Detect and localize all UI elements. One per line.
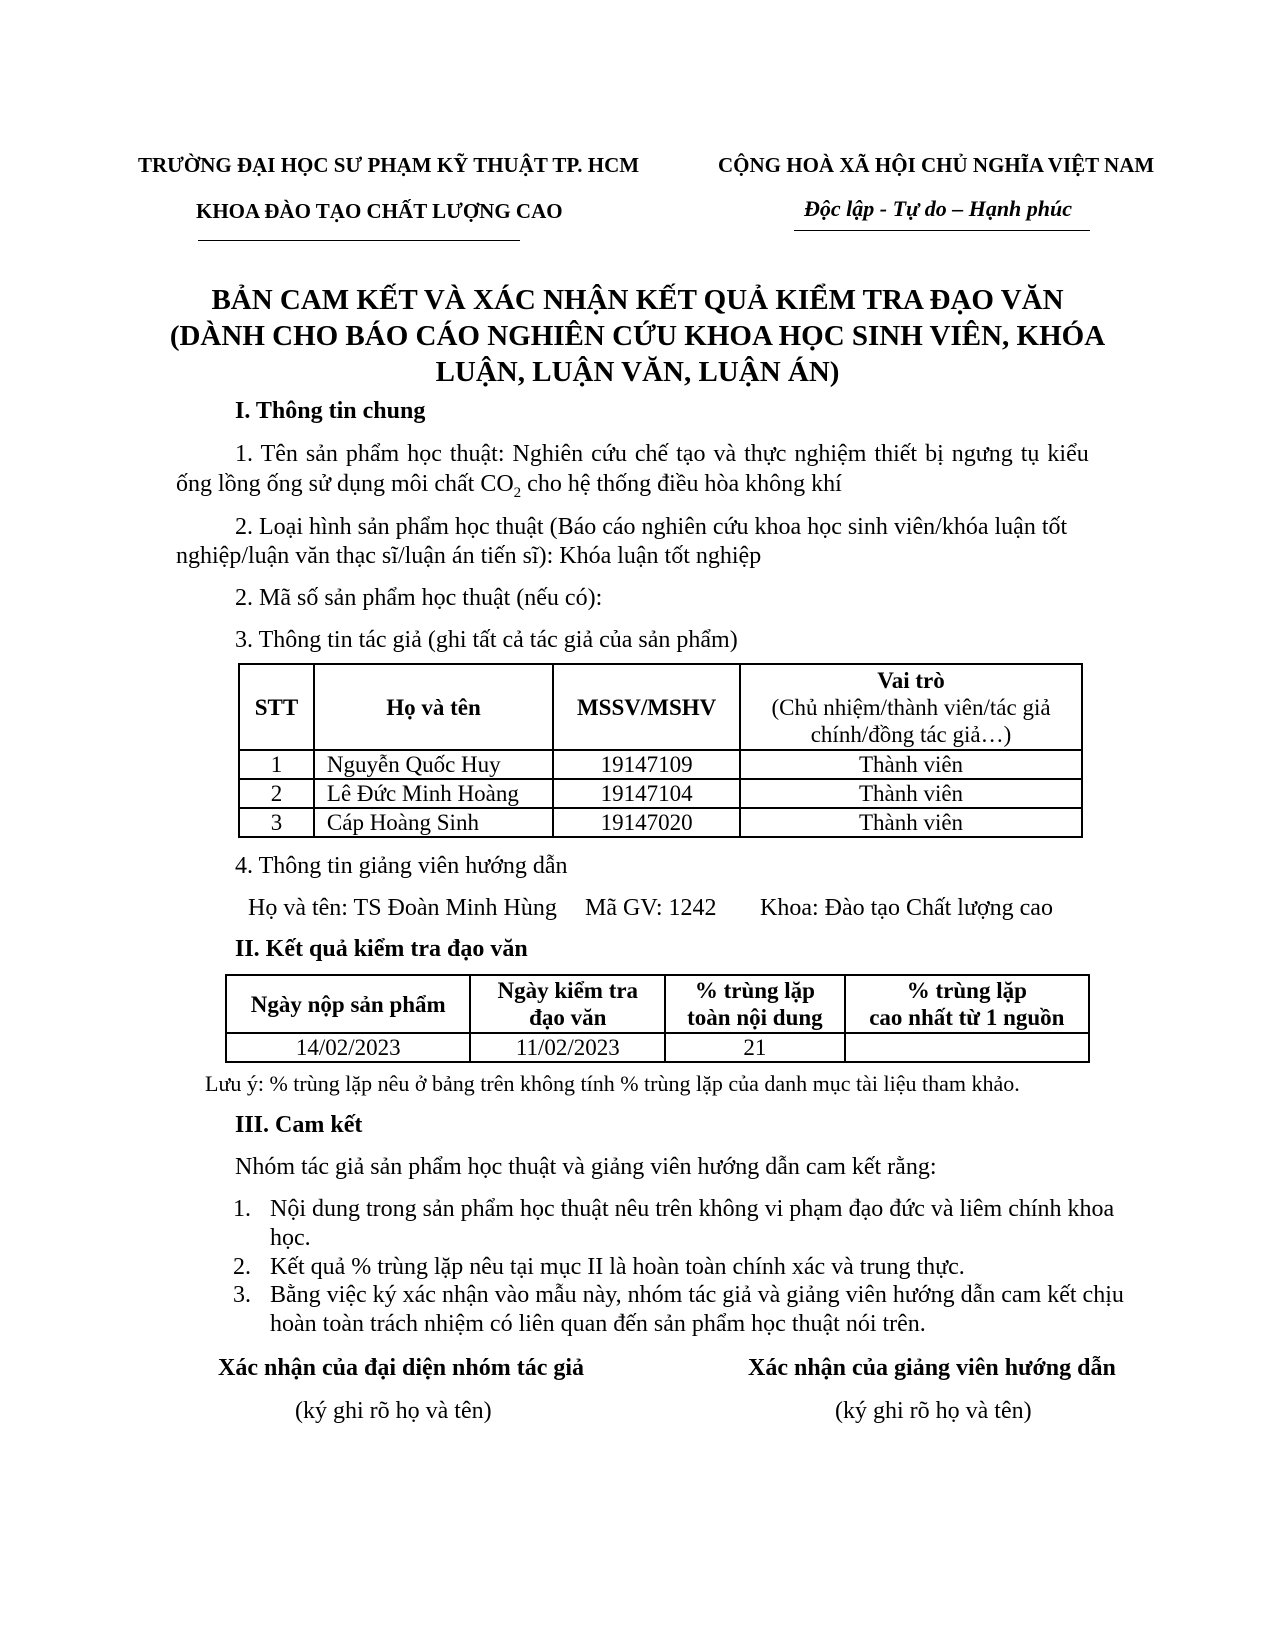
- author-info-label: 3. Thông tin tác giả (ghi tất cả tác giả của sản phẩm): [235, 627, 738, 653]
- author-role: Thành viên: [740, 808, 1082, 837]
- check-date: 11/02/2023: [470, 1033, 665, 1062]
- col-check-date-l1: Ngày kiểm tra: [497, 978, 639, 1003]
- motto-underline: [794, 230, 1090, 231]
- advisor-faculty: Khoa: Đào tạo Chất lượng cao: [760, 895, 1053, 921]
- author-signature-hint: (ký ghi rõ họ và tên): [295, 1398, 492, 1424]
- col-check-date: [470, 975, 665, 1033]
- author-signature-title: Xác nhận của đại diện nhóm tác giả: [218, 1355, 585, 1381]
- col-student-id: MSSV/MSHV: [553, 664, 740, 750]
- product-code-label: 2. Mã số sản phẩm học thuật (nếu có):: [235, 585, 603, 611]
- product-type-line1: 2. Loại hình sản phẩm học thuật (Báo cáo nghiên cứu khoa học sinh viên/khóa luận tốt: [235, 514, 1068, 540]
- faculty-underline: [198, 240, 520, 241]
- table-row: [239, 808, 1082, 837]
- col-submit-date: Ngày nộp sản phẩm: [226, 975, 470, 1033]
- university-name: TRƯỜNG ĐẠI HỌC SƯ PHẠM KỸ THUẬT TP. HCM: [138, 153, 640, 177]
- section-1-heading: I. Thông tin chung: [235, 398, 426, 424]
- author-name: Lê Đức Minh Hoàng: [314, 779, 553, 808]
- plagiarism-note: Lưu ý: % trùng lặp nêu ở bảng trên không tính % trùng lặp của danh mục tài liệu tham khảo.: [205, 1071, 1020, 1096]
- col-overall-percent-l2: toàn nội dung: [687, 1005, 823, 1030]
- advisor-name: Họ và tên: TS Đoàn Minh Hùng: [248, 895, 557, 921]
- document-title-line3: LUẬN, LUẬN VĂN, LUẬN ÁN): [435, 356, 840, 388]
- col-role-sub1: (Chủ nhiệm/thành viên/tác giả: [771, 694, 1051, 720]
- col-full-name: Họ và tên: [314, 664, 553, 750]
- col-stt: STT: [239, 664, 314, 750]
- product-type-line2: nghiệp/luận văn thạc sĩ/luận án tiến sĩ): Khóa luận tốt nghiệp: [176, 543, 762, 569]
- col-role-title: Vai trò: [877, 667, 945, 693]
- commitment-3-number: 3.: [233, 1282, 251, 1308]
- national-motto: Độc lập - Tự do – Hạnh phúc: [804, 196, 1073, 221]
- author-name: Cáp Hoàng Sinh: [314, 808, 553, 837]
- table-row: [226, 1033, 1089, 1062]
- author-stt: 2: [239, 779, 314, 808]
- advisor-signature-title: Xác nhận của giảng viên hướng dẫn: [748, 1355, 1116, 1381]
- col-role-sub2: chính/đồng tác giả…): [810, 721, 1012, 747]
- author-name: Nguyễn Quốc Huy: [314, 750, 553, 779]
- col-max-source-percent-l1: % trùng lặp: [906, 978, 1027, 1003]
- advisor-signature-hint: (ký ghi rõ họ và tên): [835, 1398, 1032, 1424]
- country-name: CỘNG HOÀ XÃ HỘI CHỦ NGHĨA VIỆT NAM: [718, 153, 1155, 177]
- author-role: Thành viên: [740, 750, 1082, 779]
- plagiarism-table-header: [226, 975, 1089, 1033]
- author-id: 19147109: [553, 750, 740, 779]
- commitment-1-line2: học.: [270, 1225, 311, 1251]
- product-name-line1: 1. Tên sản phẩm học thuật: Nghiên cứu chế tạo và thực nghiệm thiết bị ngưng tụ kiểu: [235, 441, 1089, 467]
- section-3-heading: III. Cam kết: [235, 1112, 363, 1138]
- col-overall-percent-l1: % trùng lặp: [694, 978, 815, 1003]
- overall-percent: 21: [665, 1033, 845, 1062]
- product-name-line2: ống lồng ống sử dụng môi chất $CO_2$ cho hệ thống điều hòa không khí: [176, 471, 842, 501]
- author-stt: 3: [239, 808, 314, 837]
- table-row: [239, 750, 1082, 779]
- commitment-3-line1: Bằng việc ký xác nhận vào mẫu này, nhóm tác giả và giảng viên hướng dẫn cam kết chịu: [270, 1282, 1124, 1308]
- author-stt: 1: [239, 750, 314, 779]
- authors-table-header: [239, 664, 1082, 750]
- author-id: 19147104: [553, 779, 740, 808]
- submit-date: 14/02/2023: [226, 1033, 470, 1062]
- section-2-heading: II. Kết quả kiểm tra đạo văn: [235, 936, 528, 962]
- max-source-percent: [845, 1033, 1089, 1062]
- commitment-intro: Nhóm tác giả sản phẩm học thuật và giảng viên hướng dẫn cam kết rằng:: [235, 1154, 937, 1180]
- commitment-1-number: 1.: [233, 1196, 251, 1222]
- col-max-source-percent: [845, 975, 1089, 1033]
- authors-table: [238, 663, 1083, 838]
- faculty-name: KHOA ĐÀO TẠO CHẤT LƯỢNG CAO: [196, 199, 563, 223]
- plagiarism-table: [225, 974, 1090, 1063]
- commitment-1-line1: Nội dung trong sản phẩm học thuật nêu trên không vi phạm đạo đức và liêm chính khoa: [270, 1196, 1115, 1222]
- table-row: [239, 779, 1082, 808]
- advisor-code: Mã GV: 1242: [585, 895, 717, 921]
- col-role: [740, 664, 1082, 750]
- document-title-line1: BẢN CAM KẾT VÀ XÁC NHẬN KẾT QUẢ KIỂM TRA ĐẠO VĂN: [211, 284, 1064, 316]
- author-id: 19147020: [553, 808, 740, 837]
- author-role: Thành viên: [740, 779, 1082, 808]
- commitment-2-number: 2.: [233, 1254, 251, 1280]
- commitment-2-line1: Kết quả % trùng lặp nêu tại mục II là hoàn toàn chính xác và trung thực.: [270, 1254, 965, 1280]
- advisor-info-label: 4. Thông tin giảng viên hướng dẫn: [235, 853, 568, 879]
- commitment-3-line2: hoàn toàn trách nhiệm có liên quan đến sản phẩm học thuật nói trên.: [270, 1311, 926, 1337]
- col-check-date-l2: đạo văn: [529, 1005, 607, 1030]
- col-overall-percent: [665, 975, 845, 1033]
- col-max-source-percent-l2: cao nhất từ 1 nguồn: [869, 1005, 1065, 1030]
- document-title-line2: (DÀNH CHO BÁO CÁO NGHIÊN CỨU KHOA HỌC SINH VIÊN, KHÓA: [169, 320, 1106, 352]
